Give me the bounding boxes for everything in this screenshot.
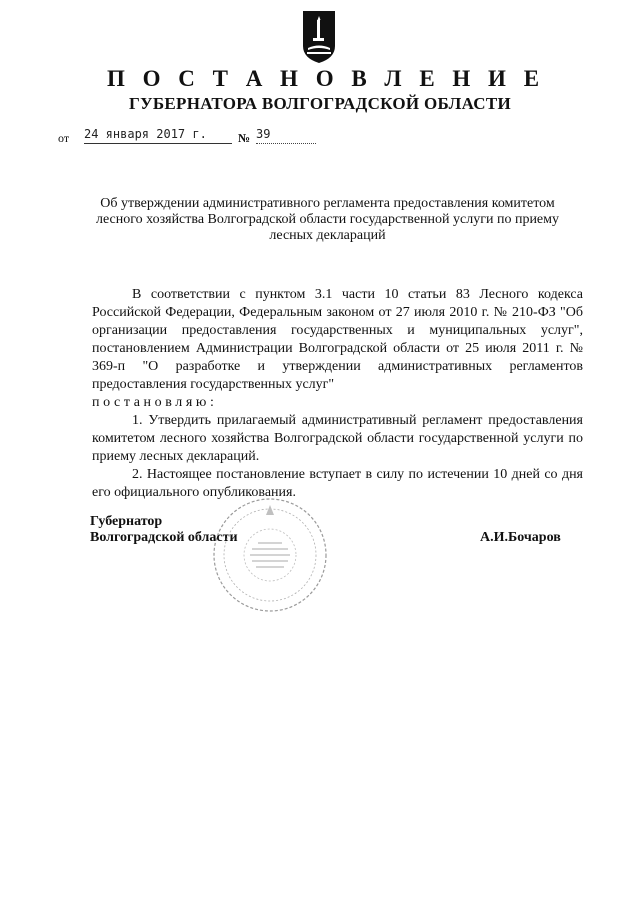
- subject-line: Об утверждении административного регламента предоставления комитетом: [100, 196, 555, 211]
- subject-line: лесных деклараций: [269, 228, 386, 243]
- signatory-title-line: Губернатор: [90, 514, 163, 529]
- subject-line: лесного хозяйства Волгоградской области государственной услуги по приему: [95, 212, 560, 227]
- document-subject: [85, 196, 570, 244]
- item-2-paragraph: 2. Настоящее постановление вступает в силу по истечении 10 дней со дня его официального опубликования.: [92, 467, 583, 500]
- document-title: П О С Т А Н О В Л Е Н И Е: [106, 66, 546, 91]
- preamble-paragraph: [92, 286, 583, 412]
- item-1-paragraph: 1. Утвердить прилагаемый административный регламент предоставления комитетом лесного хозяйства Волгоградской области государственной услуги по приему лесных деклараций.: [92, 413, 583, 464]
- signatory-title-line: Волгоградской области: [90, 530, 238, 545]
- resolve-word: постановляю:: [92, 395, 218, 410]
- preamble-text: В соответствии с пунктом 3.1 части 10 статьи 83 Лесного кодекса Российской Федерации, Федеральным законом от 27 июля 2010 г. № 210-ФЗ "Об организации предоставления государственных и муниципальных услуг", постановлением Администрации Волгоградской области от 25 июля 2011 г. № 369-п "О разработке и утверждении административных регламентов предоставления государственных услуг": [92, 287, 583, 392]
- signatory-name: А.И.Бочаров: [480, 530, 561, 545]
- document-date: 24 января 2017 г.: [84, 127, 232, 144]
- document-issuer: ГУБЕРНАТОРА ВОЛГОГРАДСКОЙ ОБЛАСТИ: [128, 94, 512, 113]
- date-label: от: [58, 131, 70, 145]
- number-label: №: [238, 131, 251, 145]
- official-seal-stamp: [208, 495, 332, 615]
- coat-of-arms-emblem: [302, 10, 336, 64]
- document-number: 39: [256, 127, 316, 144]
- document-body: [92, 286, 583, 502]
